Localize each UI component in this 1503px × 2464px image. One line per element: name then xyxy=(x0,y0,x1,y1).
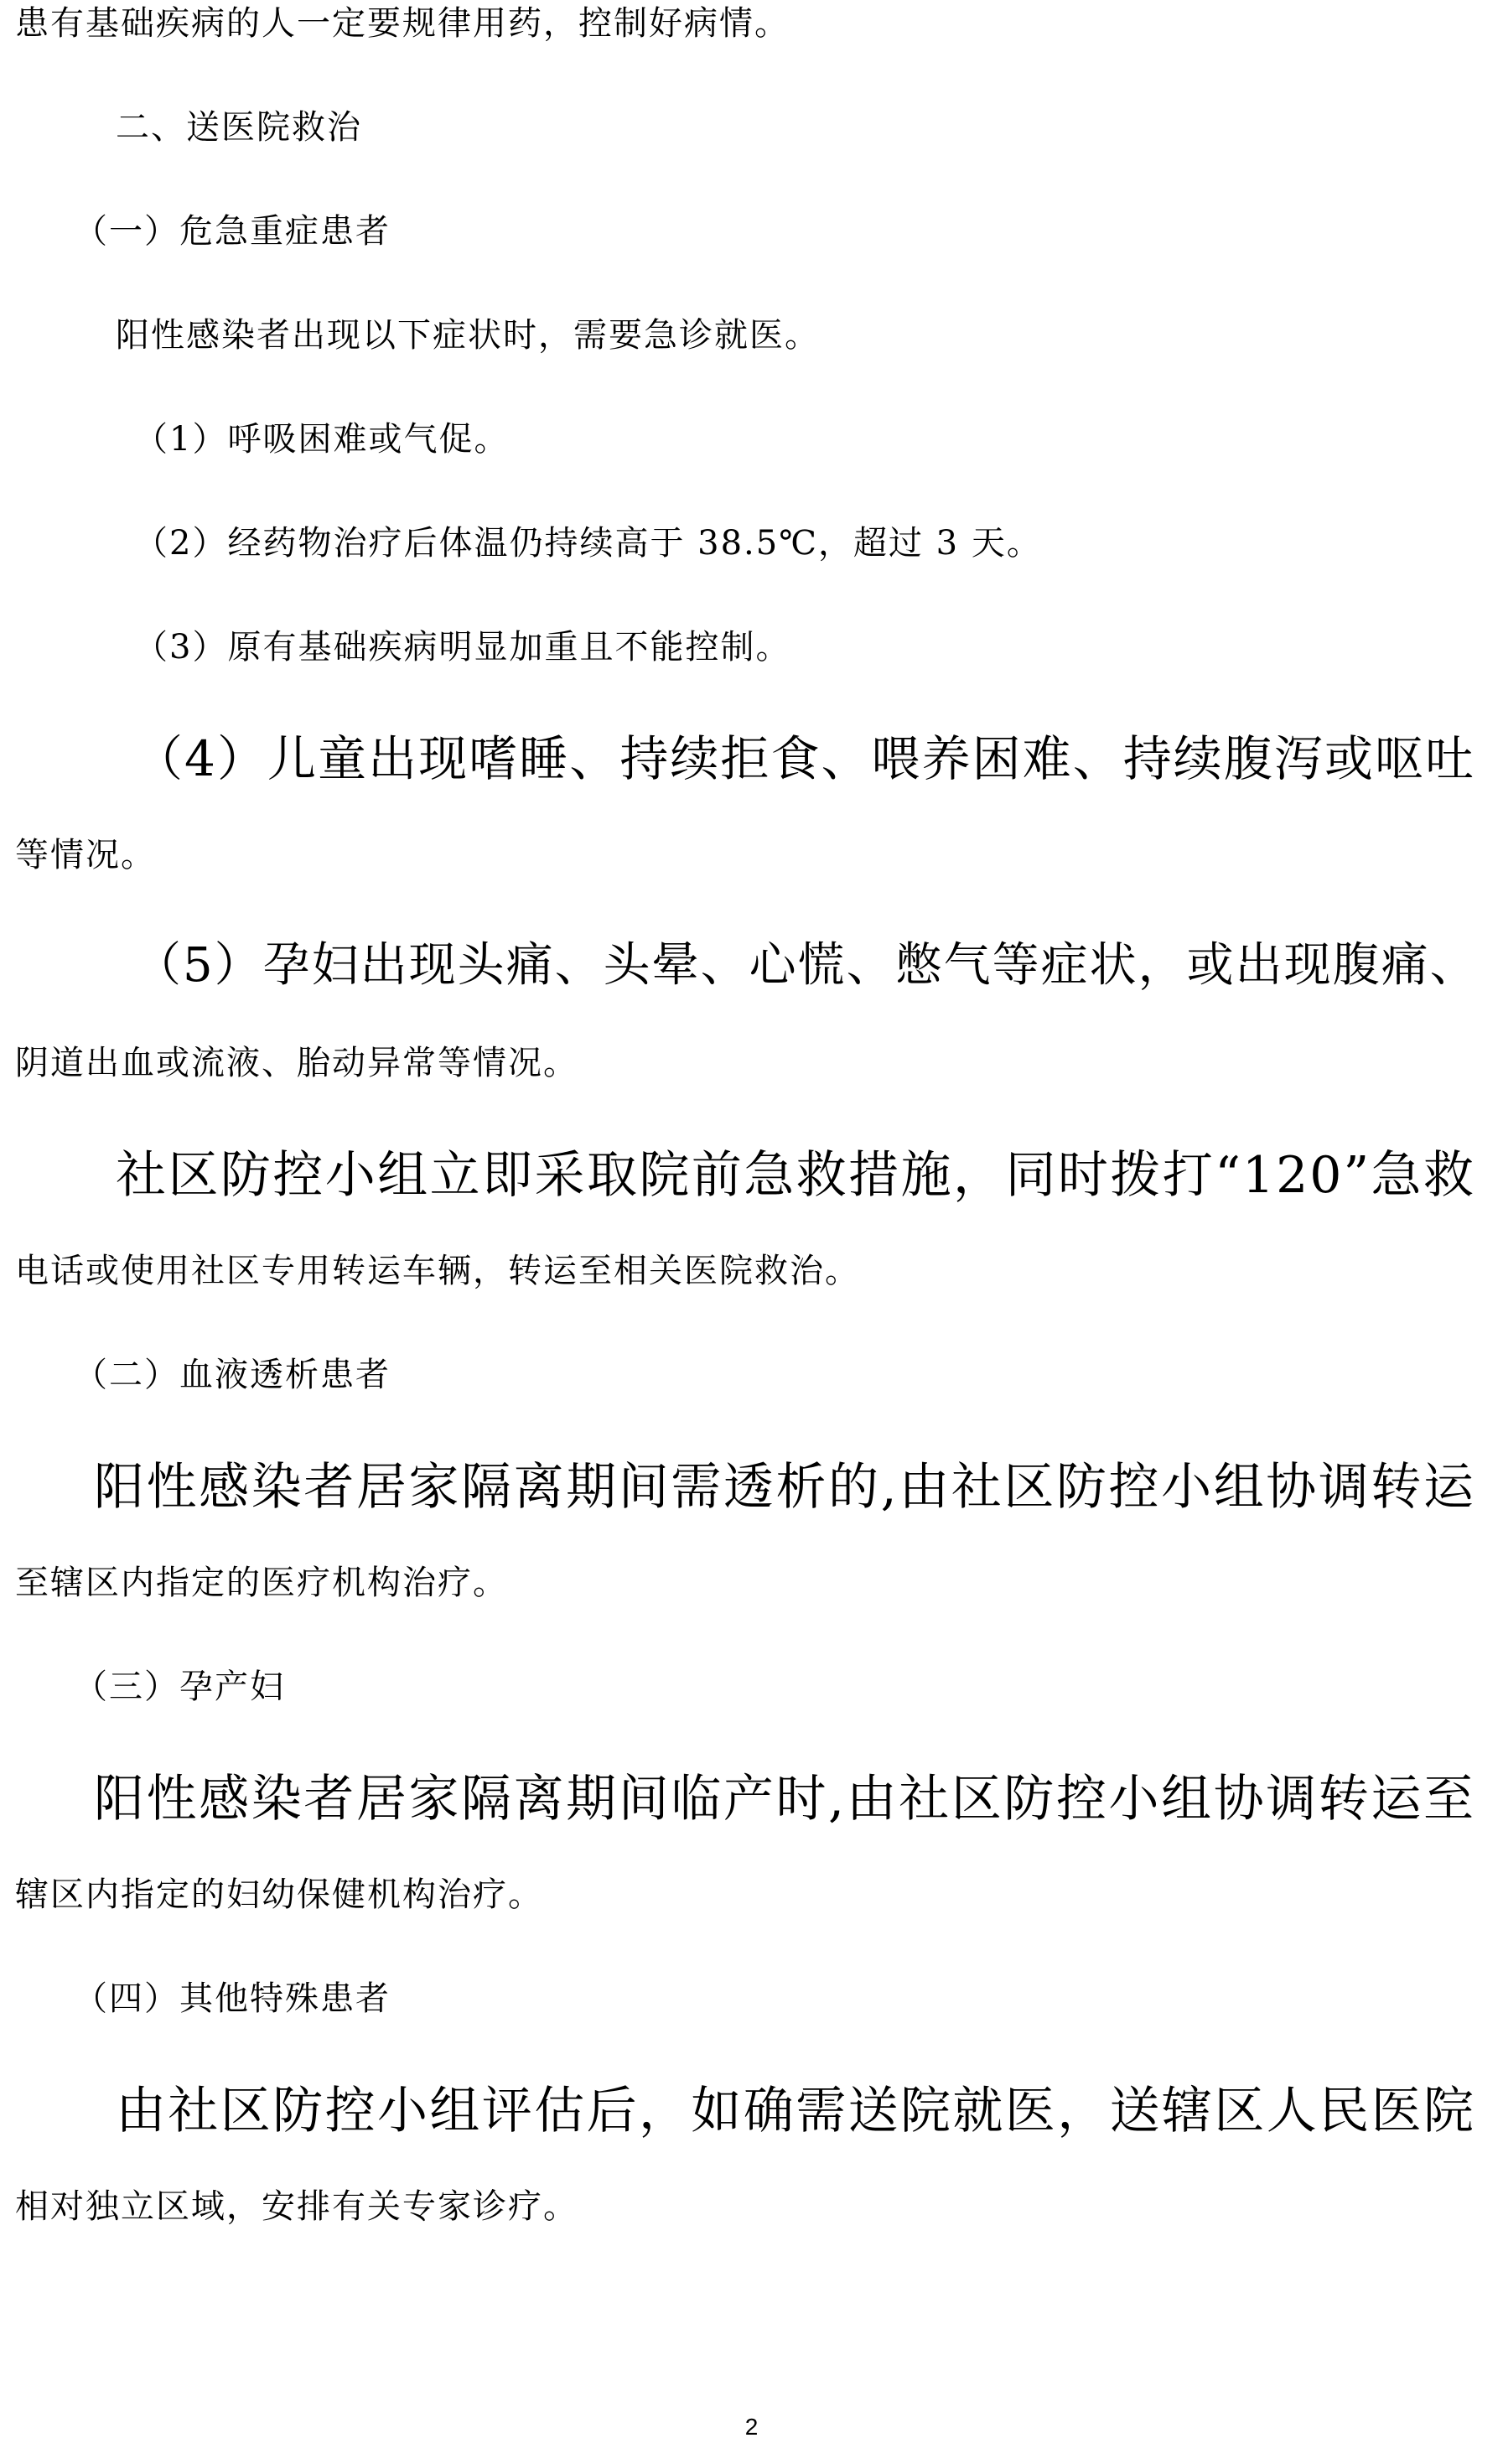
subsection-heading: （二）血液透析患者 xyxy=(74,1356,391,1394)
subsection-heading: （一）危急重症患者 xyxy=(74,212,391,251)
body-text-line: 相对独立区域，安排有关专家诊疗。 xyxy=(15,2187,578,2226)
body-text-line: 辖区内指定的妇幼保健机构治疗。 xyxy=(15,1875,543,1914)
body-text-line: 阳性感染者居家隔离期间需透析的,由社区防控小组协调转运 xyxy=(94,1458,1475,1517)
body-text-line: 阳性感染者出现以下症状时，需要急诊就医。 xyxy=(116,316,820,355)
subsection-heading: （四）其他特殊患者 xyxy=(74,1979,391,2018)
list-item-continuation: 等情况。 xyxy=(15,836,156,874)
body-text-line: 社区防控小组立即采取院前急救措施，同时拨打“120”急救 xyxy=(116,1146,1475,1205)
list-item-continuation: 阴道出血或流液、胎动异常等情况。 xyxy=(15,1044,578,1082)
body-text-line: 患有基础疾病的人一定要规律用药，控制好病情。 xyxy=(15,4,790,43)
list-item: （2）经药物治疗后体温仍持续高于 38.5℃，超过 3 天。 xyxy=(134,524,1042,563)
list-item: （5）孕妇出现头痛、头晕、心慌、憋气等症状，或出现腹痛、 xyxy=(134,938,1479,993)
subsection-heading: （三）孕产妇 xyxy=(74,1668,285,1706)
list-item: （3）原有基础疾病明显加重且不能控制。 xyxy=(134,628,791,667)
body-text-line: 由社区防控小组评估后，如确需送院就医，送辖区人民医院 xyxy=(116,2082,1475,2140)
body-text-line: 阳性感染者居家隔离期间临产时,由社区防控小组协调转运至 xyxy=(94,1770,1475,1829)
list-item: （4）儿童出现嗜睡、持续拒食、喂养困难、持续腹泻或呕吐 xyxy=(134,730,1475,787)
section-heading: 二、送医院救治 xyxy=(116,108,362,147)
body-text-line: 电话或使用社区专用转运车辆，转运至相关医院救治。 xyxy=(15,1252,860,1290)
body-text-line: 至辖区内指定的医疗机构治疗。 xyxy=(15,1564,508,1602)
page-number: 2 xyxy=(744,2414,759,2440)
list-item: （1）呼吸困难或气促。 xyxy=(134,420,510,459)
